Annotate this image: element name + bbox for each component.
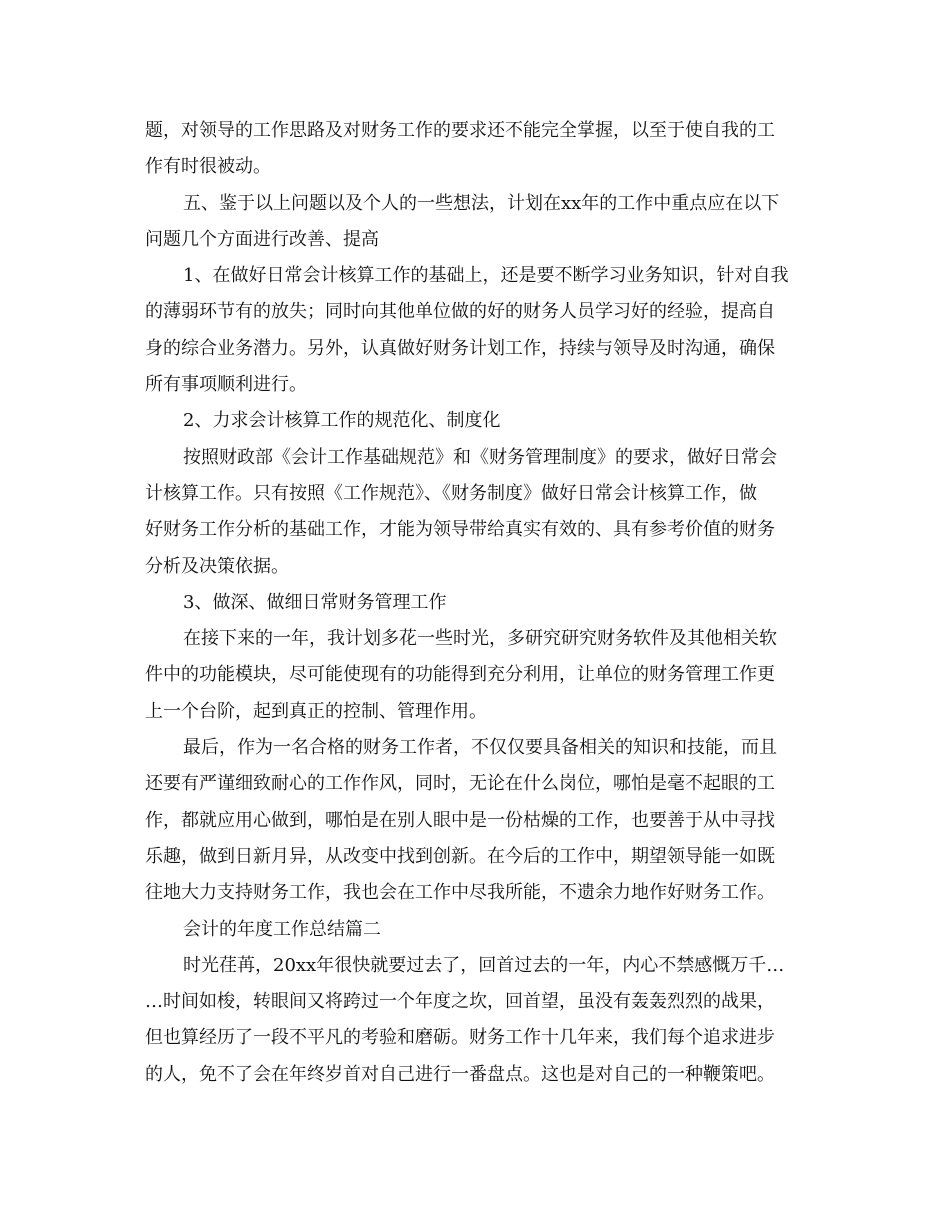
text-line: 的人，免不了会在年终岁首对自己进行一番盘点。这也是对自己的一种鞭策吧。	[145, 1063, 775, 1085]
text-line: 好财务工作分析的基础工作，才能为领导带给真实有效的、具有参考价值的财务	[145, 519, 775, 541]
text-line: …时间如梭，转眼间又将跨过一个年度之坎，回首望，虽没有轰轰烈烈的战果，	[145, 991, 775, 1013]
text-line: 乐趣，做到日新月异，从改变中找到创新。在今后的工作中，期望领导能一如既	[145, 845, 775, 867]
text-line: 五、鉴于以上问题以及个人的一些想法，计划在xx年的工作中重点应在以下	[183, 192, 780, 214]
text-line: 身的综合业务潜力。另外，认真做好财务计划工作，持续与领导及时沟通，确保	[145, 337, 775, 359]
text-line: 1、在做好日常会计核算工作的基础上，还是要不断学习业务知识，针对自我	[183, 265, 789, 287]
text-line: 作有时很被动。	[145, 156, 271, 178]
text-line: 还要有严谨细致耐心的工作作风，同时，无论在什么岗位，哪怕是毫不起眼的工	[145, 773, 775, 795]
text-line: 3、做深、做细日常财务管理工作	[183, 591, 447, 613]
text-line: 计核算工作。只有按照《工作规范》、《财务制度》做好日常会计核算工作，做	[145, 482, 757, 504]
text-line: 问题几个方面进行改善、提高	[145, 228, 379, 250]
text-line: 作，都就应用心做到，哪怕是在别人眼中是一份枯燥的工作，也要善于从中寻找	[145, 809, 775, 831]
text-line: 题，对领导的工作思路及对财务工作的要求还不能完全掌握，以至于使自我的工	[145, 120, 775, 141]
text-line: 件中的功能模块，尽可能使现有的功能得到充分利用，让单位的财务管理工作更	[145, 664, 775, 686]
text-line: 最后，作为一名合格的财务工作者，不仅仅要具备相关的知识和技能，而且	[183, 737, 777, 759]
text-line: 按照财政部《会计工作基础规范》和《财务管理制度》的要求，做好日常会	[183, 446, 777, 468]
text-line: 分析及决策依据。	[145, 555, 289, 577]
text-line: 会计的年度工作总结篇二	[183, 918, 381, 940]
text-line: 所有事项顺利进行。	[145, 374, 307, 396]
document-body	[145, 113, 805, 1093]
text-line: 往地大力支持财务工作，我也会在工作中尽我所能，不遗余力地作好财务工作。	[145, 882, 775, 904]
text-line: 时光荏苒，20xx年很快就要过去了，回首过去的一年，内心不禁感慨万千…	[183, 954, 785, 976]
text-line: 在接下来的一年，我计划多花一些时光，多研究研究财务软件及其他相关软	[183, 628, 777, 650]
text-line: 的薄弱环节有的放失；同时向其他单位做的好的财务人员学习好的经验，提高自	[145, 301, 775, 323]
text-line: 上一个台阶，起到真正的控制、管理作用。	[145, 700, 487, 722]
text-line: 但也算经历了一段不平凡的考验和磨砺。财务工作十几年来，我们每个追求进步	[145, 1027, 775, 1049]
text-line: 2、力求会计核算工作的规范化、制度化	[183, 410, 501, 432]
